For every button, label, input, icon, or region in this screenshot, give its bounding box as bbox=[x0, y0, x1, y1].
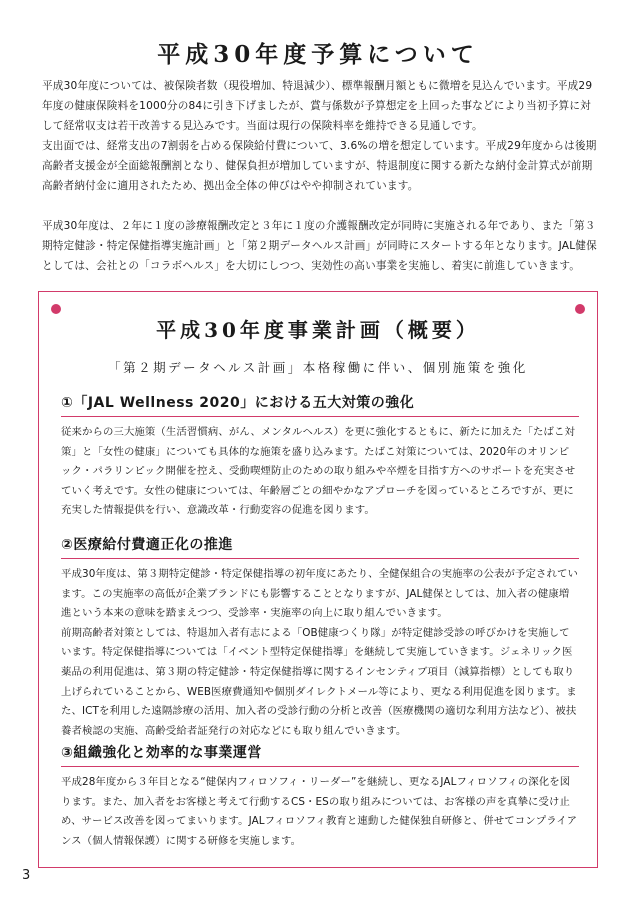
intro-plan-text bbox=[42, 216, 598, 276]
section-paragraph: 前期高齢者対策としては、特退加入者有志による「OB健康つくり隊」が特定健診受診の呼びかけを実施しています。特定保健指導については「イベント型特定保健指導」を継続して実施していきます。ジェネリック医薬品の利用促進は、第３期の特定健診・特定保健指導に関するインセンティブ項目（減算指標）としても取り上げられていることから、WEB医療費通知や個別ダイレクトメール等により、更なる利用促進を図ります。また、ICTを利用した遠隔診療の活用、加入者の受診行動の分析と改善（医療機関の適切な利用方法など）、被扶養者検認の実施、高齢受給者証発行の対応などにも取り組んでいきます。 bbox=[61, 626, 577, 737]
section-heading: ①「JAL Wellness 2020」における五大対策の強化 bbox=[61, 392, 579, 417]
intro-paragraph: 平成30年度は、２年に１度の診療報酬改定と３年に１度の介護報酬改定が同時に実施される年であり、また「第３期特定健診・特定保健指導実施計画」と「第２期データヘルス計画」が同時にスタートする年となります。JAL健保としては、会社との「コラボヘルス」を大切にしつつ、実効性の高い事業を実施し、着実に前進していきます。 bbox=[42, 220, 597, 272]
section-heading: ②医療給付費適正化の推進 bbox=[61, 534, 579, 559]
plan-section-wellness bbox=[61, 392, 579, 521]
intro-paragraph: 平成30年度については、被保険者数（現役増加、特退減少）、標準報酬月額ともに微増を見込んでいます。平成29年度の健康保険料を1000分の84に引き下げましたが、賞与係数が予算想定を上回った事などにより当初予算に対して経常収支は若干改善する見込みです。当面は現行の保険料率を維持できる見通しです。 bbox=[42, 80, 593, 132]
page-title: 平成30年度予算について bbox=[157, 41, 479, 68]
intro-budget-text bbox=[42, 76, 598, 196]
section-text bbox=[61, 423, 579, 521]
plan-section-medical-cost bbox=[61, 534, 579, 741]
section-text bbox=[61, 565, 579, 741]
plan-section-organization bbox=[61, 742, 579, 851]
page-number: 3 bbox=[22, 868, 31, 883]
decorative-dot bbox=[51, 304, 61, 314]
section-paragraph: 平成28年度から３年目となる“健保内フィロソフィ・リーダー”を継続し、更なるJALフィロソフィの深化を図ります。また、加入者をお客様と考えて行動するCS・ESの取り組みについては、お客様の声を真摯に受け止め、サービス改善を図ってまいります。JALフィロソフィ教育と連動した健保独自研修と、併せてコンプライアンス（個人情報保護）に関する研修を実施します。 bbox=[61, 776, 578, 847]
section-paragraph: 従来からの三大施策（生活習慣病、がん、メンタルヘルス）を更に強化するともに、新たに加えた「たばこ対策」と「女性の健康」についても具体的な施策を盛り込みます。たばこ対策については、2020年のオリンピック・パラリンピック開催を控え、受動喫煙防止のための取り組みや卒煙を目指す方へのサポートを充実させていく考えです。女性の健康については、年齢層ごとの細やかなアプローチを図っているところですが、更に充実した情報提供を行い、意識改革・行動変容の促進を図ります。 bbox=[61, 426, 576, 517]
section-paragraph: 平成30年度は、第３期特定健診・特定保健指導の初年度にあたり、全健保組合の実施率の公表が予定されています。この実施率の高低が企業ブランドにも影響することとなりますが、JAL健保としては、加入者の健康増進という本来の意味を踏まえつつ、受診率・実施率の向上に取り組んでいきます。 bbox=[61, 568, 578, 620]
intro-paragraph: 支出面では、経常支出の7割弱を占める保険給付費について、3.6%の増を想定しています。平成29年度からは後期高齢者支援金が全面総報酬割となり、健保負担が増加していますが、特退制度に関する新たな納付金計算式が前期高齢者納付金に適用されたため、拠出金全体の伸びはやや抑制されています。 bbox=[42, 140, 597, 192]
section-text bbox=[61, 773, 579, 851]
plan-subtitle: 「第２期データヘルス計画」本格稼働に伴い、個別施策を強化 bbox=[108, 360, 528, 375]
business-plan-box bbox=[38, 291, 598, 868]
decorative-dot bbox=[575, 304, 585, 314]
plan-title: 平成30年度事業計画（概要） bbox=[156, 318, 480, 342]
section-heading: ③組織強化と効率的な事業運営 bbox=[61, 742, 579, 767]
